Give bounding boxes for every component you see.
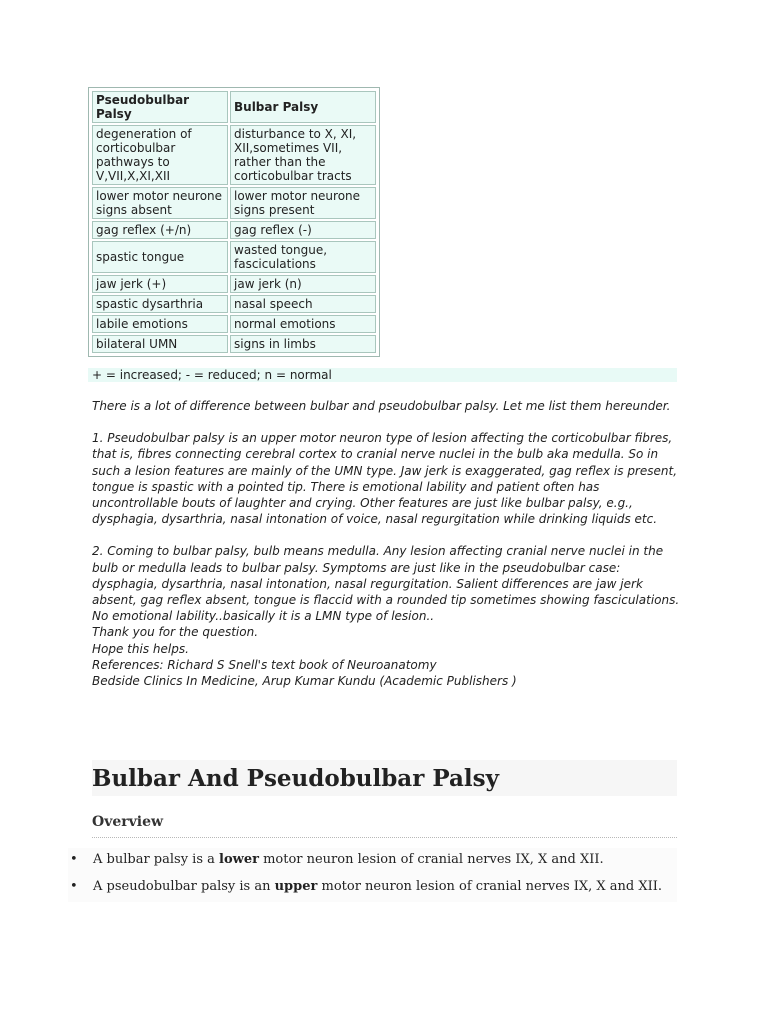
table-row [92, 187, 376, 219]
list-item-text: motor neuron lesion of cranial nerves IX, X and XII. [258, 852, 604, 867]
article-title: Bulbar And Pseudobulbar Palsy [92, 760, 677, 796]
table-row [92, 221, 376, 239]
point-1-paragraph: 1. Pseudobulbar palsy is an upper motor neuron type of lesion affecting the corticobulbar fibres, that is, fibres connecting cerebral cortex to cranial nerve nuclei in the bulb aka medulla. So in such a lesion features are mainly of the UMN type. Jaw jerk is exaggerated, gag reflex is present, tongue is spastic with a pointed tip. There is emotional lability and patient often has uncontrollable bouts of laughter and crying. Other features are just like bulbar palsy, e.g., dysphagia, dysarthria, nasal intonation of voice, nasal regurgitation while drinking liquids etc. [92, 431, 678, 527]
table-row [92, 335, 376, 353]
bullet-icon: • [70, 852, 78, 867]
table-header-cell: Bulbar Palsy [230, 91, 376, 123]
table-cell: lower motor neurone signs present [230, 187, 376, 219]
table-cell: normal emotions [230, 315, 376, 333]
thanks-line: Thank you for the question. [92, 625, 259, 640]
intro-paragraph: There is a lot of difference between bulbar and pseudobulbar palsy. Let me list them hereunder. [92, 399, 671, 413]
table-header-row [92, 91, 376, 123]
hope-line: Hope this helps. [92, 641, 189, 656]
table-cell: jaw jerk (n) [230, 275, 376, 293]
table-cell: degeneration of corticobulbar pathways to V,VII,X,XI,XII [92, 125, 228, 185]
overview-heading: Overview [92, 812, 677, 838]
list-item-text: A pseudobulbar palsy is an [93, 879, 275, 894]
table-cell: spastic dysarthria [92, 295, 228, 313]
reference-line: Bedside Clinics In Medicine, Arup Kumar Kundu (Academic Publishers ) [92, 674, 517, 689]
table-cell: lower motor neurone signs absent [92, 187, 228, 219]
table-cell: wasted tongue, fasciculations [230, 241, 376, 273]
table-row [92, 125, 376, 185]
table-cell: gag reflex (+/n) [92, 221, 228, 239]
table-cell: bilateral UMN [92, 335, 228, 353]
table-cell: spastic tongue [92, 241, 228, 273]
bullet-icon: • [70, 879, 78, 894]
table-cell: labile emotions [92, 315, 228, 333]
table-cell: nasal speech [230, 295, 376, 313]
list-item-emphasis: upper [274, 879, 318, 894]
table-header-cell: Pseudobulbar Palsy [92, 91, 228, 123]
table-cell: jaw jerk (+) [92, 275, 228, 293]
point-2-paragraph: 2. Coming to bulbar palsy, bulb means medulla. Any lesion affecting cranial nerve nuclei in the bulb or medulla leads to bulbar palsy. Symptoms are just like in the pseudobulbar case: dysphagia, dysarthria, nasal intonation, nasal regurgitation. Salient differences are jaw jerk absent, gag reflex absent, tongue is flaccid with a rounded tip sometimes showing fasciculations. No emotional lability..basically it is a LMN type of lesion.. [92, 544, 680, 624]
table-cell: disturbance to X, XI, XII,sometimes VII, rather than the corticobulbar tracts [230, 125, 376, 185]
comparison-table [88, 87, 380, 357]
table-cell: gag reflex (-) [230, 221, 376, 239]
list-item [68, 875, 677, 902]
table-row [92, 275, 376, 293]
table-cell: signs in limbs [230, 335, 376, 353]
list-item-text: A bulbar palsy is a [93, 852, 220, 867]
list-item-emphasis: lower [219, 852, 259, 867]
table-row [92, 295, 376, 313]
table-row [92, 315, 376, 333]
table-row [92, 241, 376, 273]
list-item-text: motor neuron lesion of cranial nerves IX, X and XII. [317, 879, 663, 894]
answer-body [92, 398, 682, 689]
reference-line: References: Richard S Snell's text book of Neuroanatomy [92, 657, 437, 672]
list-item [68, 848, 677, 875]
overview-list [68, 848, 677, 902]
table-legend: + = increased; - = reduced; n = normal [88, 368, 677, 382]
